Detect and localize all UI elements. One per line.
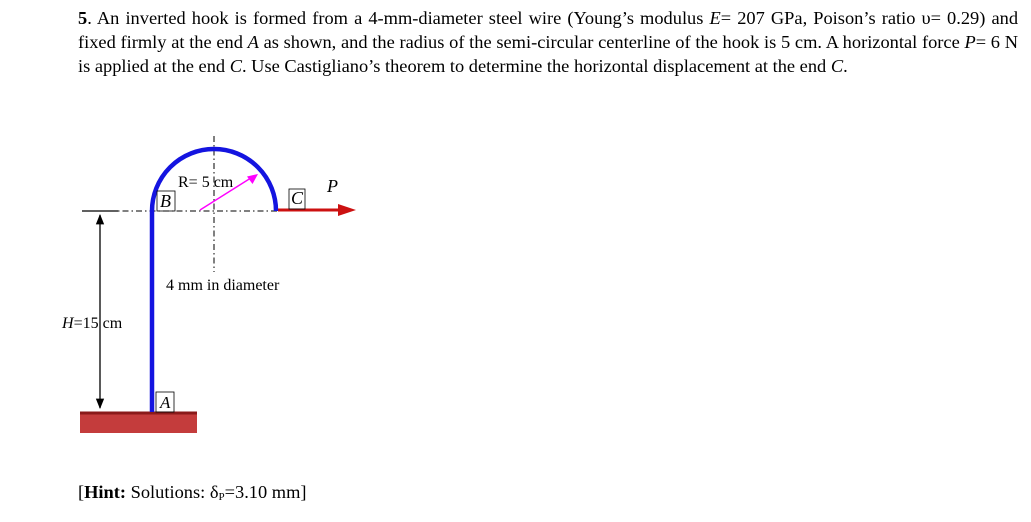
label-P: P bbox=[327, 176, 338, 196]
problem-text-5: . Use Castigliano’s theorem to determine the horizontal displacement at the end bbox=[241, 56, 831, 77]
problem-text-2: = 207 GPa, Poison’s ratio υ= 0.29) and fixed firmly at the end bbox=[78, 8, 1019, 53]
hint-bracket: [ bbox=[78, 482, 85, 502]
ground-support bbox=[80, 412, 197, 433]
problem-text-1: . An inverted hook is formed from a 4-mm-diameter steel wire (Young’s modulus bbox=[87, 8, 710, 28]
hint-subscript: P bbox=[218, 491, 225, 503]
problem-number: 5 bbox=[78, 8, 88, 28]
problem-text-3: as shown, and the radius of the semi-circular centerline of the hook is 5 cm. A horizontal force bbox=[258, 32, 965, 53]
diameter-label: 4 mm in diameter bbox=[166, 277, 280, 294]
hint-label: Hint: bbox=[84, 482, 127, 502]
problem-text-4: = 6 N is applied at the end bbox=[78, 32, 1018, 77]
force-P-arrowhead bbox=[338, 204, 356, 216]
label-A: A bbox=[160, 393, 171, 412]
height-symbol: H bbox=[62, 315, 74, 332]
hint-value: =3.10 mm] bbox=[224, 482, 307, 502]
symbol-P: P bbox=[964, 32, 976, 53]
label-C: C bbox=[291, 188, 304, 208]
symbol-C: C bbox=[229, 56, 242, 77]
symbol-A: A bbox=[247, 32, 259, 53]
height-label bbox=[61, 315, 123, 332]
symbol-E: E bbox=[709, 8, 721, 28]
radius-label: R= 5 cm bbox=[178, 174, 234, 191]
hint-line bbox=[78, 482, 307, 503]
symbol-C-2: C bbox=[830, 56, 844, 77]
height-value: =15 cm bbox=[73, 315, 123, 332]
problem-text-6: . bbox=[843, 56, 848, 77]
label-B: B bbox=[160, 191, 171, 211]
hint-text: Solutions: δ bbox=[126, 482, 219, 502]
